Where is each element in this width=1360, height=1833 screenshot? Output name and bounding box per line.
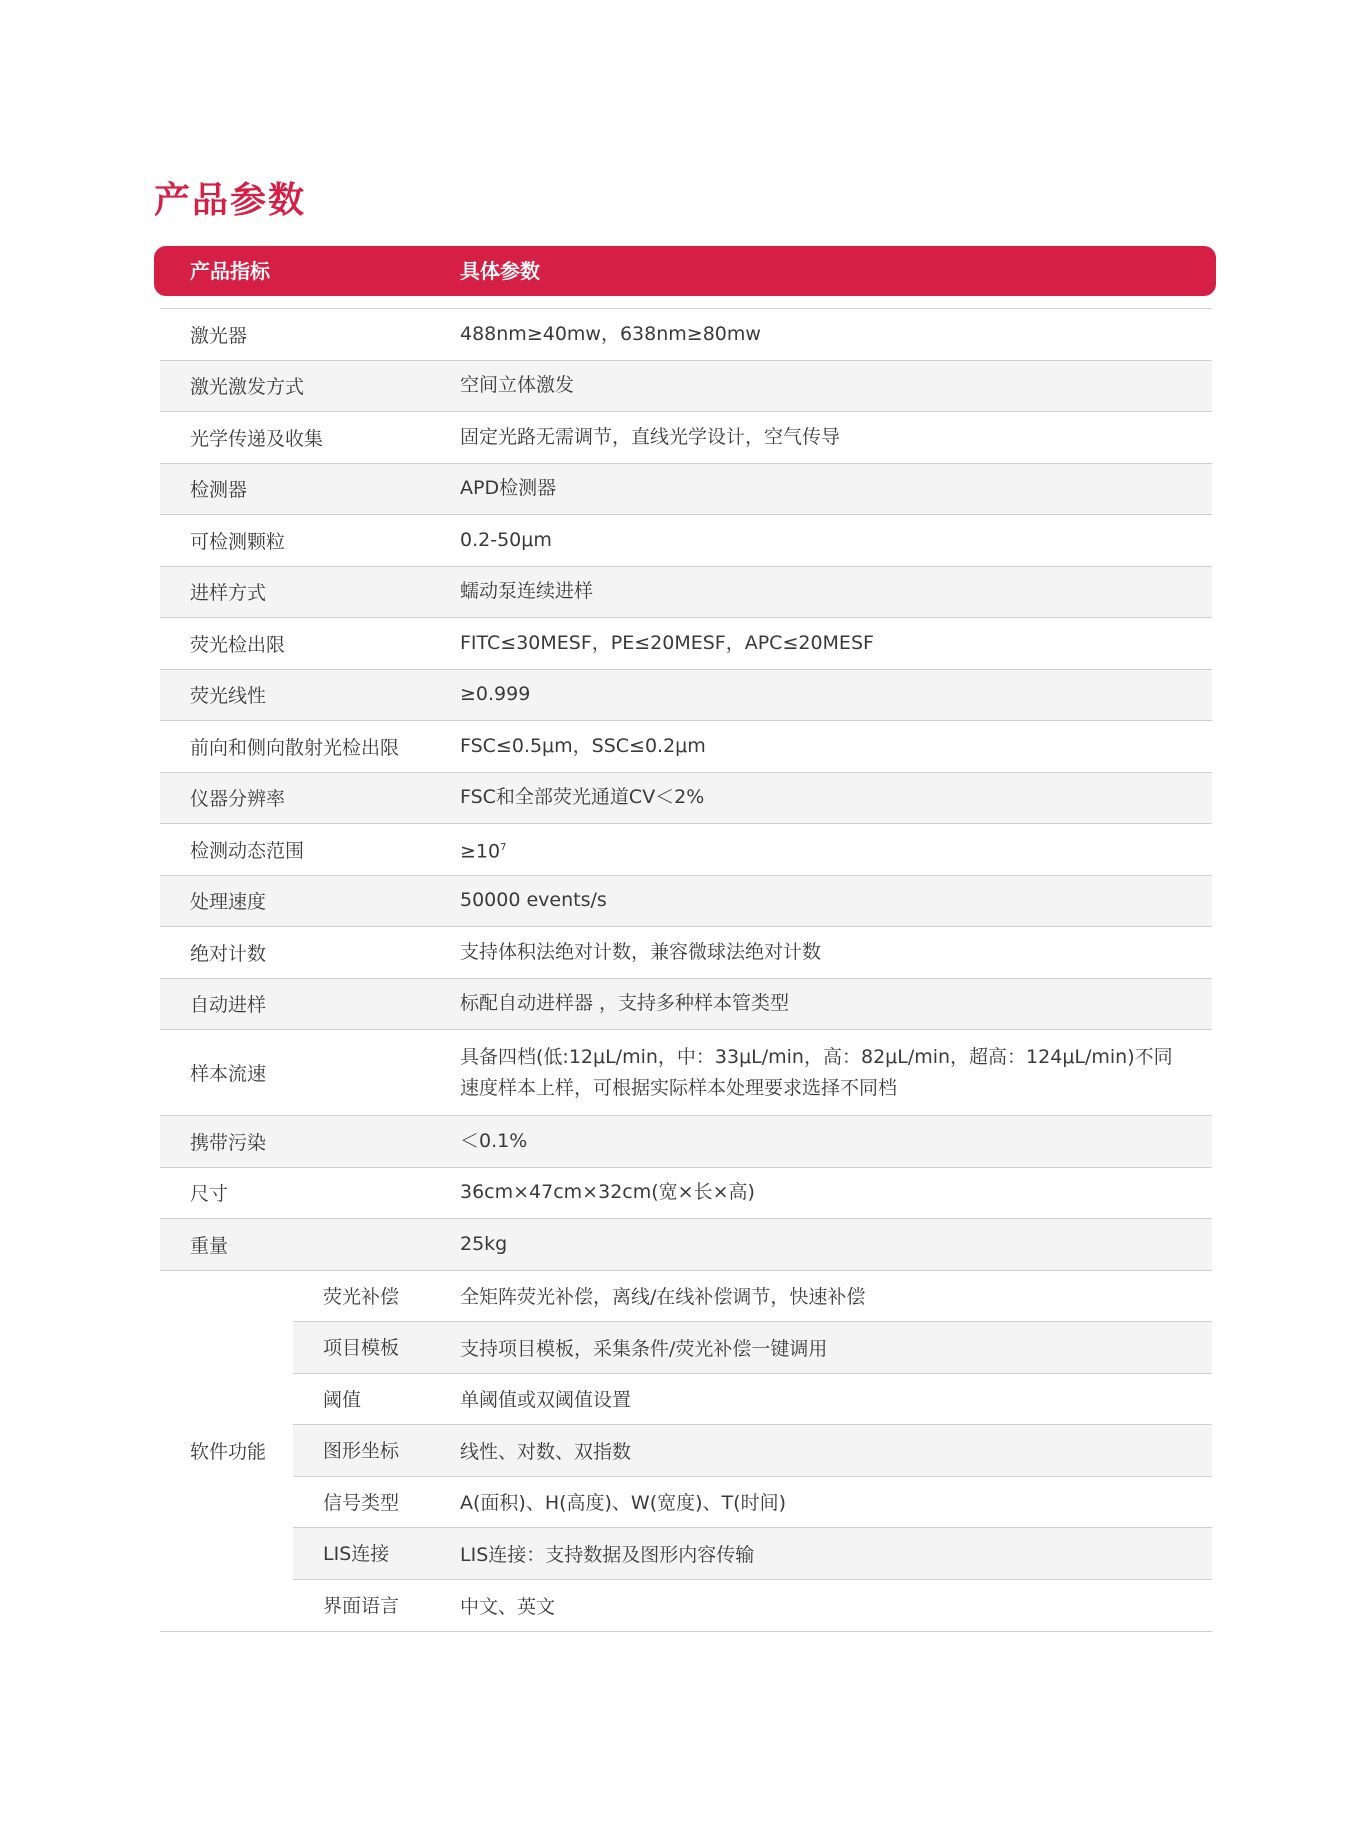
row-label: 进样方式	[190, 582, 267, 605]
software-value: 支持项目模板，采集条件/荧光补偿一键调用	[460, 1337, 828, 1360]
software-sub-label: 荧光补偿	[323, 1285, 400, 1308]
row-label: 可检测颗粒	[190, 530, 286, 553]
software-value: 全矩阵荧光补偿，离线/在线补偿调节，快速补偿	[460, 1286, 866, 1309]
software-sub-label: 项目模板	[323, 1337, 400, 1359]
table-row	[160, 618, 1212, 670]
row-label: 尺寸	[190, 1183, 229, 1206]
row-label: 携带污染	[190, 1131, 267, 1154]
software-value: 中文、英文	[460, 1595, 556, 1618]
row-label: 荧光检出限	[190, 633, 286, 656]
row-value: ＜0.1%	[460, 1129, 528, 1152]
row-label: 处理速度	[190, 891, 267, 914]
table-row	[160, 1219, 1212, 1271]
exponent: 7	[500, 841, 507, 853]
row-label: 自动进样	[190, 994, 267, 1017]
software-value: 线性、对数、双指数	[460, 1440, 632, 1463]
header-indicator: 产品指标	[190, 259, 270, 283]
table-row	[160, 464, 1212, 516]
flow-rate-line2: 速度样本上样，可根据实际样本处理要求选择不同档	[460, 1076, 898, 1099]
row-value: 支持体积法绝对计数，兼容微球法绝对计数	[460, 940, 822, 963]
row-value: ≥0.999	[460, 683, 531, 706]
row-label: 绝对计数	[190, 942, 267, 965]
dynamic-range-value: ≥10	[460, 839, 501, 862]
row-value	[460, 832, 1192, 867]
row-value: 488nm≥40mw，638nm≥80mw	[460, 322, 761, 345]
software-label: 软件功能	[190, 1441, 267, 1464]
table-row	[160, 1168, 1212, 1220]
row-value: 空间立体激发	[460, 374, 575, 397]
software-sub-label: LIS连接	[323, 1543, 390, 1565]
table-row	[160, 927, 1212, 979]
software-value: LIS连接：支持数据及图形内容传输	[460, 1543, 755, 1566]
table-row	[160, 876, 1212, 928]
software-sub-label: 阈值	[323, 1388, 362, 1411]
table-row	[160, 361, 1212, 413]
row-value: APD检测器	[460, 477, 557, 500]
software-row	[293, 1322, 1212, 1374]
row-value: 50000 events/s	[460, 889, 607, 912]
row-label: 检测器	[190, 479, 248, 502]
row-value: FSC≤0.5μm，SSC≤0.2μm	[460, 734, 706, 757]
row-label: 激光器	[190, 324, 248, 347]
software-value: A(面积)、H(高度)、W(宽度)、T(时间)	[460, 1492, 786, 1515]
row-label: 激光激发方式	[190, 376, 305, 399]
table-row	[160, 309, 1212, 361]
software-row	[293, 1477, 1212, 1529]
row-label: 样本流速	[190, 1063, 267, 1085]
table-row	[160, 412, 1212, 464]
header-parameters: 具体参数	[460, 259, 540, 283]
table-row	[160, 515, 1212, 567]
table-row	[160, 979, 1212, 1031]
software-row	[293, 1374, 1212, 1426]
spec-table	[160, 308, 1212, 1632]
row-value: FITC≤30MESF，PE≤20MESF，APC≤20MESF	[460, 631, 874, 654]
table-row	[160, 773, 1212, 825]
row-value: 25kg	[460, 1232, 508, 1255]
row-label: 光学传递及收集	[190, 427, 324, 450]
software-sub-label: 图形坐标	[323, 1440, 400, 1462]
row-label: 检测动态范围	[190, 839, 305, 862]
page-title: 产品参数	[154, 180, 307, 221]
table-row	[160, 721, 1212, 773]
software-row	[293, 1425, 1212, 1477]
row-label: 重量	[190, 1234, 229, 1257]
table-row	[160, 824, 1212, 876]
flow-rate-line1: 具备四档(低:12μL/min，中：33μL/min，高：82μL/min，超高：124μL/min)不同	[460, 1045, 1173, 1068]
row-value: FSC和全部荧光通道CV＜2%	[460, 786, 705, 809]
row-label: 前向和侧向散射光检出限	[190, 736, 400, 759]
table-row	[160, 1116, 1212, 1168]
row-label: 仪器分辨率	[190, 788, 286, 811]
row-value: 0.2-50μm	[460, 528, 552, 551]
software-rows	[293, 1271, 1212, 1632]
table-header	[154, 246, 1216, 296]
row-value: 蠕动泵连续进样	[460, 580, 594, 603]
row-label: 荧光线性	[190, 685, 267, 708]
software-row	[293, 1580, 1212, 1632]
software-group	[160, 1271, 1212, 1633]
row-value: 固定光路无需调节，直线光学设计，空气传导	[460, 425, 841, 448]
table-row	[160, 1030, 1212, 1116]
row-value: 标配自动进样器 ，支持多种样本管类型	[460, 992, 790, 1015]
software-row	[293, 1528, 1212, 1580]
table-row	[160, 670, 1212, 722]
row-value	[460, 1042, 1192, 1104]
software-sub-label: 信号类型	[323, 1491, 400, 1514]
table-row	[160, 567, 1212, 619]
software-sub-label: 界面语言	[323, 1594, 400, 1617]
software-value: 单阈值或双阈值设置	[460, 1389, 632, 1412]
software-row	[293, 1271, 1212, 1323]
row-value: 36cm×47cm×32cm(宽×长×高)	[460, 1181, 755, 1204]
